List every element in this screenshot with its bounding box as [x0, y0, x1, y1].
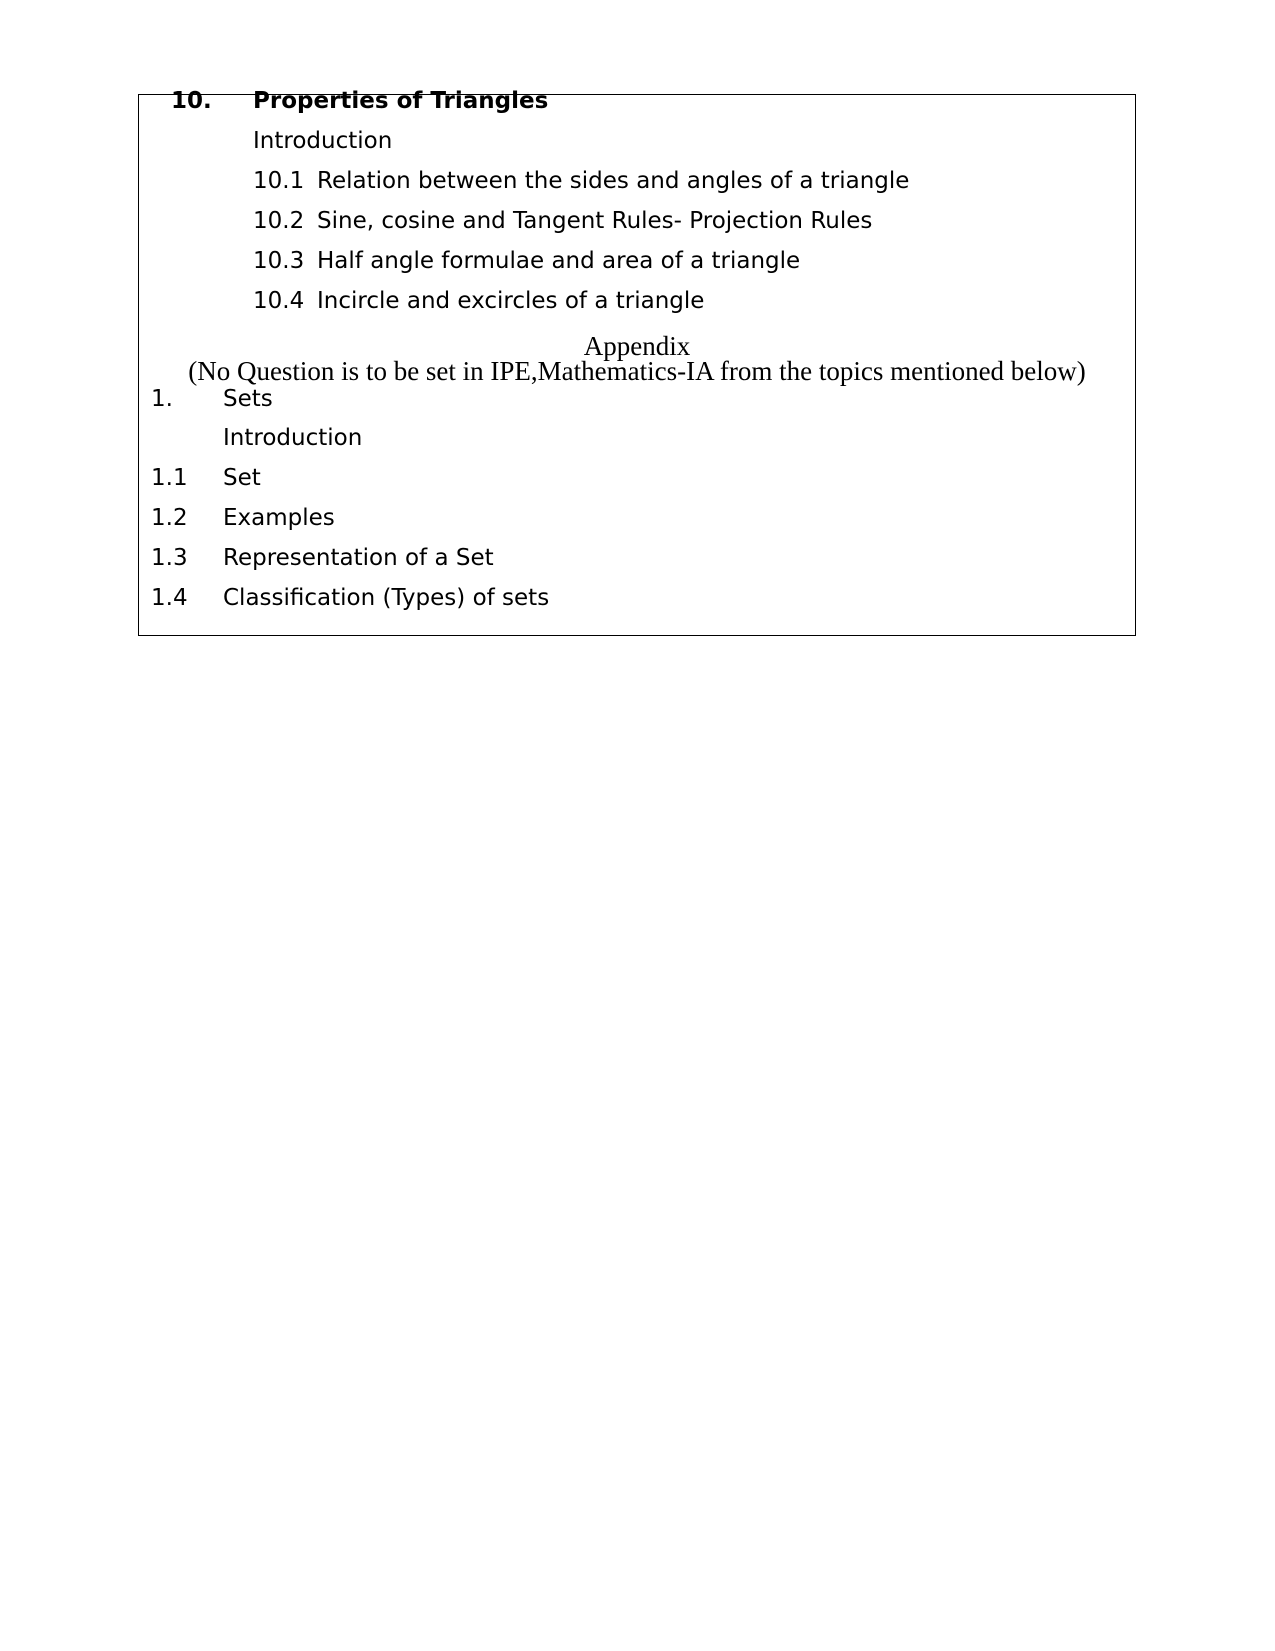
- chapter-item-number: 10.4: [253, 288, 305, 314]
- syllabus-box: [138, 88, 1136, 636]
- chapter-item-text: Sine, cosine and Tangent Rules- Projection Rules: [317, 208, 873, 234]
- appendix-title: Appendix: [583, 331, 691, 361]
- appendix-item-number: 1.2: [151, 505, 188, 531]
- chapter-item-number: 10.1: [253, 168, 305, 194]
- appendix-section-title: Sets: [223, 386, 273, 412]
- appendix-section-intro: Introduction: [223, 425, 363, 451]
- chapter-item-text: Half angle formulae and area of a triangle: [317, 248, 801, 274]
- appendix-note: (No Question is to be set in IPE,Mathematics-IA from the topics mentioned below): [188, 356, 1086, 386]
- chapter-item-text: Relation between the sides and angles of a triangle: [317, 168, 910, 194]
- chapter-title: Properties of Triangles: [253, 88, 549, 114]
- chapter-intro: Introduction: [253, 128, 393, 154]
- appendix-item-text: Examples: [223, 505, 335, 531]
- chapter-item-number: 10.2: [253, 208, 305, 234]
- appendix-section-number: 1.: [151, 386, 173, 412]
- appendix-item-number: 1.3: [151, 545, 188, 571]
- appendix-item-text: Set: [223, 465, 261, 491]
- appendix-item-number: 1.1: [151, 465, 188, 491]
- appendix-item-number: 1.4: [151, 585, 188, 611]
- appendix-item-text: Representation of a Set: [223, 545, 494, 571]
- appendix-item-text: Classification (Types) of sets: [223, 585, 550, 611]
- chapter-number: 10.: [171, 88, 212, 114]
- chapter-item-text: Incircle and excircles of a triangle: [317, 288, 705, 314]
- chapter-item-number: 10.3: [253, 248, 305, 274]
